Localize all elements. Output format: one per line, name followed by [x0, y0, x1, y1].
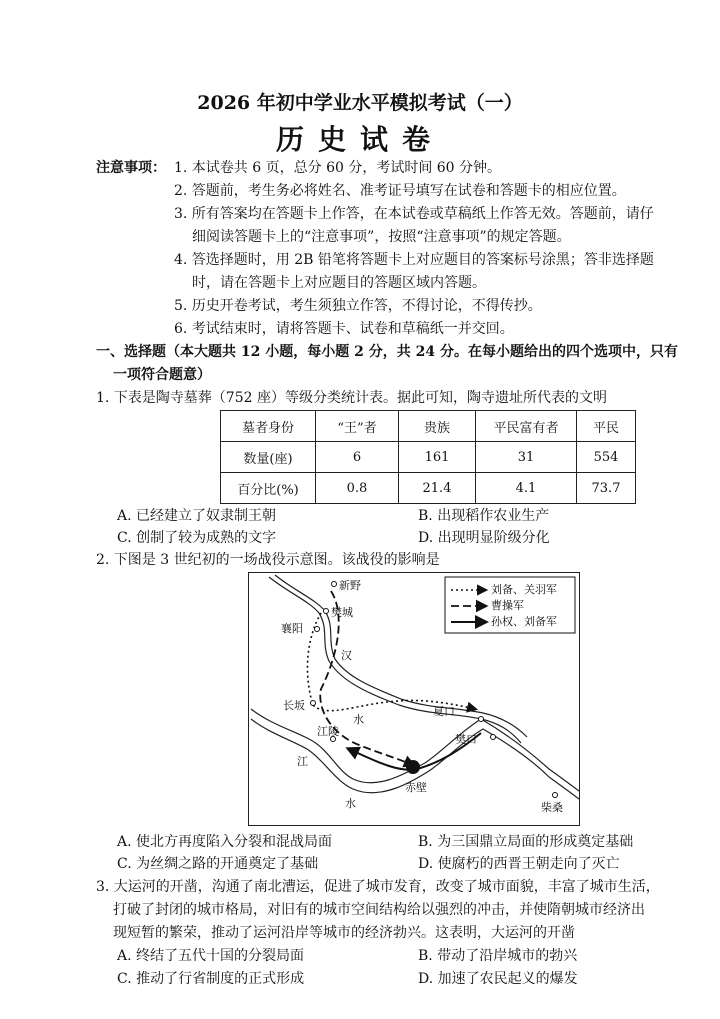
q2-option-b: B. 为三国鼎立局面的形成奠定基础 [418, 834, 634, 850]
q3-option-c: C. 推动了行省制度的正式形成 [117, 971, 305, 987]
table-cell: 73.7 [577, 473, 636, 504]
place-fankou: 樊口 [455, 733, 477, 746]
note-item-6: 6. 考试结束时，请将答题卡、试卷和草稿纸一并交回。 [174, 321, 514, 337]
q3-stem-cont-2: 现短暂的繁荣，推动了运河沿岸等城市的经济勃兴。这表明，大运河的开凿 [113, 925, 575, 941]
place-xinye: 新野 [339, 579, 361, 592]
note-item-5: 5. 历史开卷考试，考生须独立作答，不得讨论，不得传抄。 [174, 298, 542, 314]
q2-option-d: D. 使腐朽的西晋王朝走向了灭亡 [418, 856, 620, 872]
section-heading-cont: 一项符合题意） [113, 367, 211, 383]
note-item-3-cont: 细阅读答题卡上的“注意事项”，按照“注意事项”的规定答题。 [192, 229, 571, 245]
river-label-jiang: 江 [297, 755, 308, 768]
q3-stem: 3. 大运河的开凿，沟通了南北漕运，促进了城市发育，改变了城市面貌，丰富了城市生活， [96, 879, 660, 895]
river-label-han: 汉 [341, 649, 352, 662]
table-cell: 554 [577, 442, 636, 473]
table-header-cell: 平民 [577, 411, 636, 442]
place-xiangyang: 襄阳 [281, 622, 303, 635]
exam-title: 2026 年初中学业水平模拟考试（一） [197, 92, 523, 114]
table-cell: 数量(座) [221, 442, 316, 473]
place-chaisang: 柴桑 [541, 801, 563, 814]
table-cell: 21.4 [399, 473, 476, 504]
place-xiakou: 夏口 [433, 705, 455, 718]
river-label-shui: 水 [353, 713, 364, 726]
table-header-row [221, 411, 636, 442]
table-header-cell: 贵族 [399, 411, 476, 442]
q2-option-c: C. 为丝绸之路的开通奠定了基础 [117, 856, 319, 872]
q2-stem: 2. 下图是 3 世纪初的一场战役示意图。该战役的影响是 [96, 552, 440, 568]
table-header-cell: “王”者 [316, 411, 399, 442]
section-heading: 一、选择题（本大题共 12 小题，每小题 2 分，共 24 分。在每小题给出的四个选项中，只有 [96, 344, 678, 360]
table-row [221, 442, 636, 473]
table-cell: 0.8 [316, 473, 399, 504]
q2-option-a: A. 使北方再度陷入分裂和混战局面 [117, 834, 333, 850]
q1-option-c: C. 创制了较为成熟的文字 [117, 530, 277, 546]
battle-map [248, 572, 580, 826]
q3-option-a: A. 终结了五代十国的分裂局面 [117, 948, 305, 964]
table-header-cell: 墓者身份 [221, 411, 316, 442]
q3-stem-cont-1: 打破了封闭的城市格局，对旧有的城市空间结构给以强烈的冲击，并使隋朝城市经济出 [113, 902, 645, 918]
q1-table [220, 410, 636, 504]
place-fancheng: 樊城 [331, 606, 353, 619]
subject-title: 历史试卷 [275, 123, 444, 156]
place-changban: 长坂 [283, 699, 305, 712]
note-item-2: 2. 答题前，考生务必将姓名、准考证号填写在试卷和答题卡的相应位置。 [174, 183, 626, 199]
table-cell: 百分比(%) [221, 473, 316, 504]
q1-stem: 1. 下表是陶寺墓葬（752 座）等级分类统计表。据此可知，陶寺遗址所代表的文明 [96, 390, 607, 406]
place-jiangling: 江陵 [317, 725, 339, 738]
legend-sunquan: 孙权、刘备军 [491, 615, 557, 628]
legend-caocao: 曹操军 [491, 599, 524, 612]
note-item-4-cont: 时，请在答题卡上对应题目的答题区域内答题。 [192, 275, 486, 291]
table-cell: 31 [476, 442, 577, 473]
note-item-1: 1. 本试卷共 6 页，总分 60 分，考试时间 60 分钟。 [174, 160, 502, 176]
q1-option-a: A. 已经建立了奴隶制王朝 [117, 508, 277, 524]
table-cell: 4.1 [476, 473, 577, 504]
notes-label: 注意事项： [96, 160, 166, 176]
q1-option-b: B. 出现稻作农业生产 [418, 508, 550, 524]
table-header-cell: 平民富有者 [476, 411, 577, 442]
legend-liubei: 刘备、关羽军 [491, 583, 557, 596]
q1-option-d: D. 出现明显阶级分化 [418, 530, 550, 546]
table-row [221, 473, 636, 504]
table-cell: 6 [316, 442, 399, 473]
place-chibi: 赤壁 [405, 781, 427, 794]
note-item-3: 3. 所有答案均在答题卡上作答，在本试卷或草稿纸上作答无效。答题前，请仔 [174, 206, 654, 222]
note-item-4: 4. 答选择题时，用 2B 铅笔将答题卡上对应题目的答案标号涂黑；答非选择题 [174, 252, 654, 268]
river-label-shui-2: 水 [345, 797, 356, 810]
chibi-battle-mark [406, 760, 420, 774]
q3-option-b: B. 带动了沿岸城市的勃兴 [418, 948, 578, 964]
q3-option-d: D. 加速了农民起义的爆发 [418, 971, 578, 987]
table-cell: 161 [399, 442, 476, 473]
